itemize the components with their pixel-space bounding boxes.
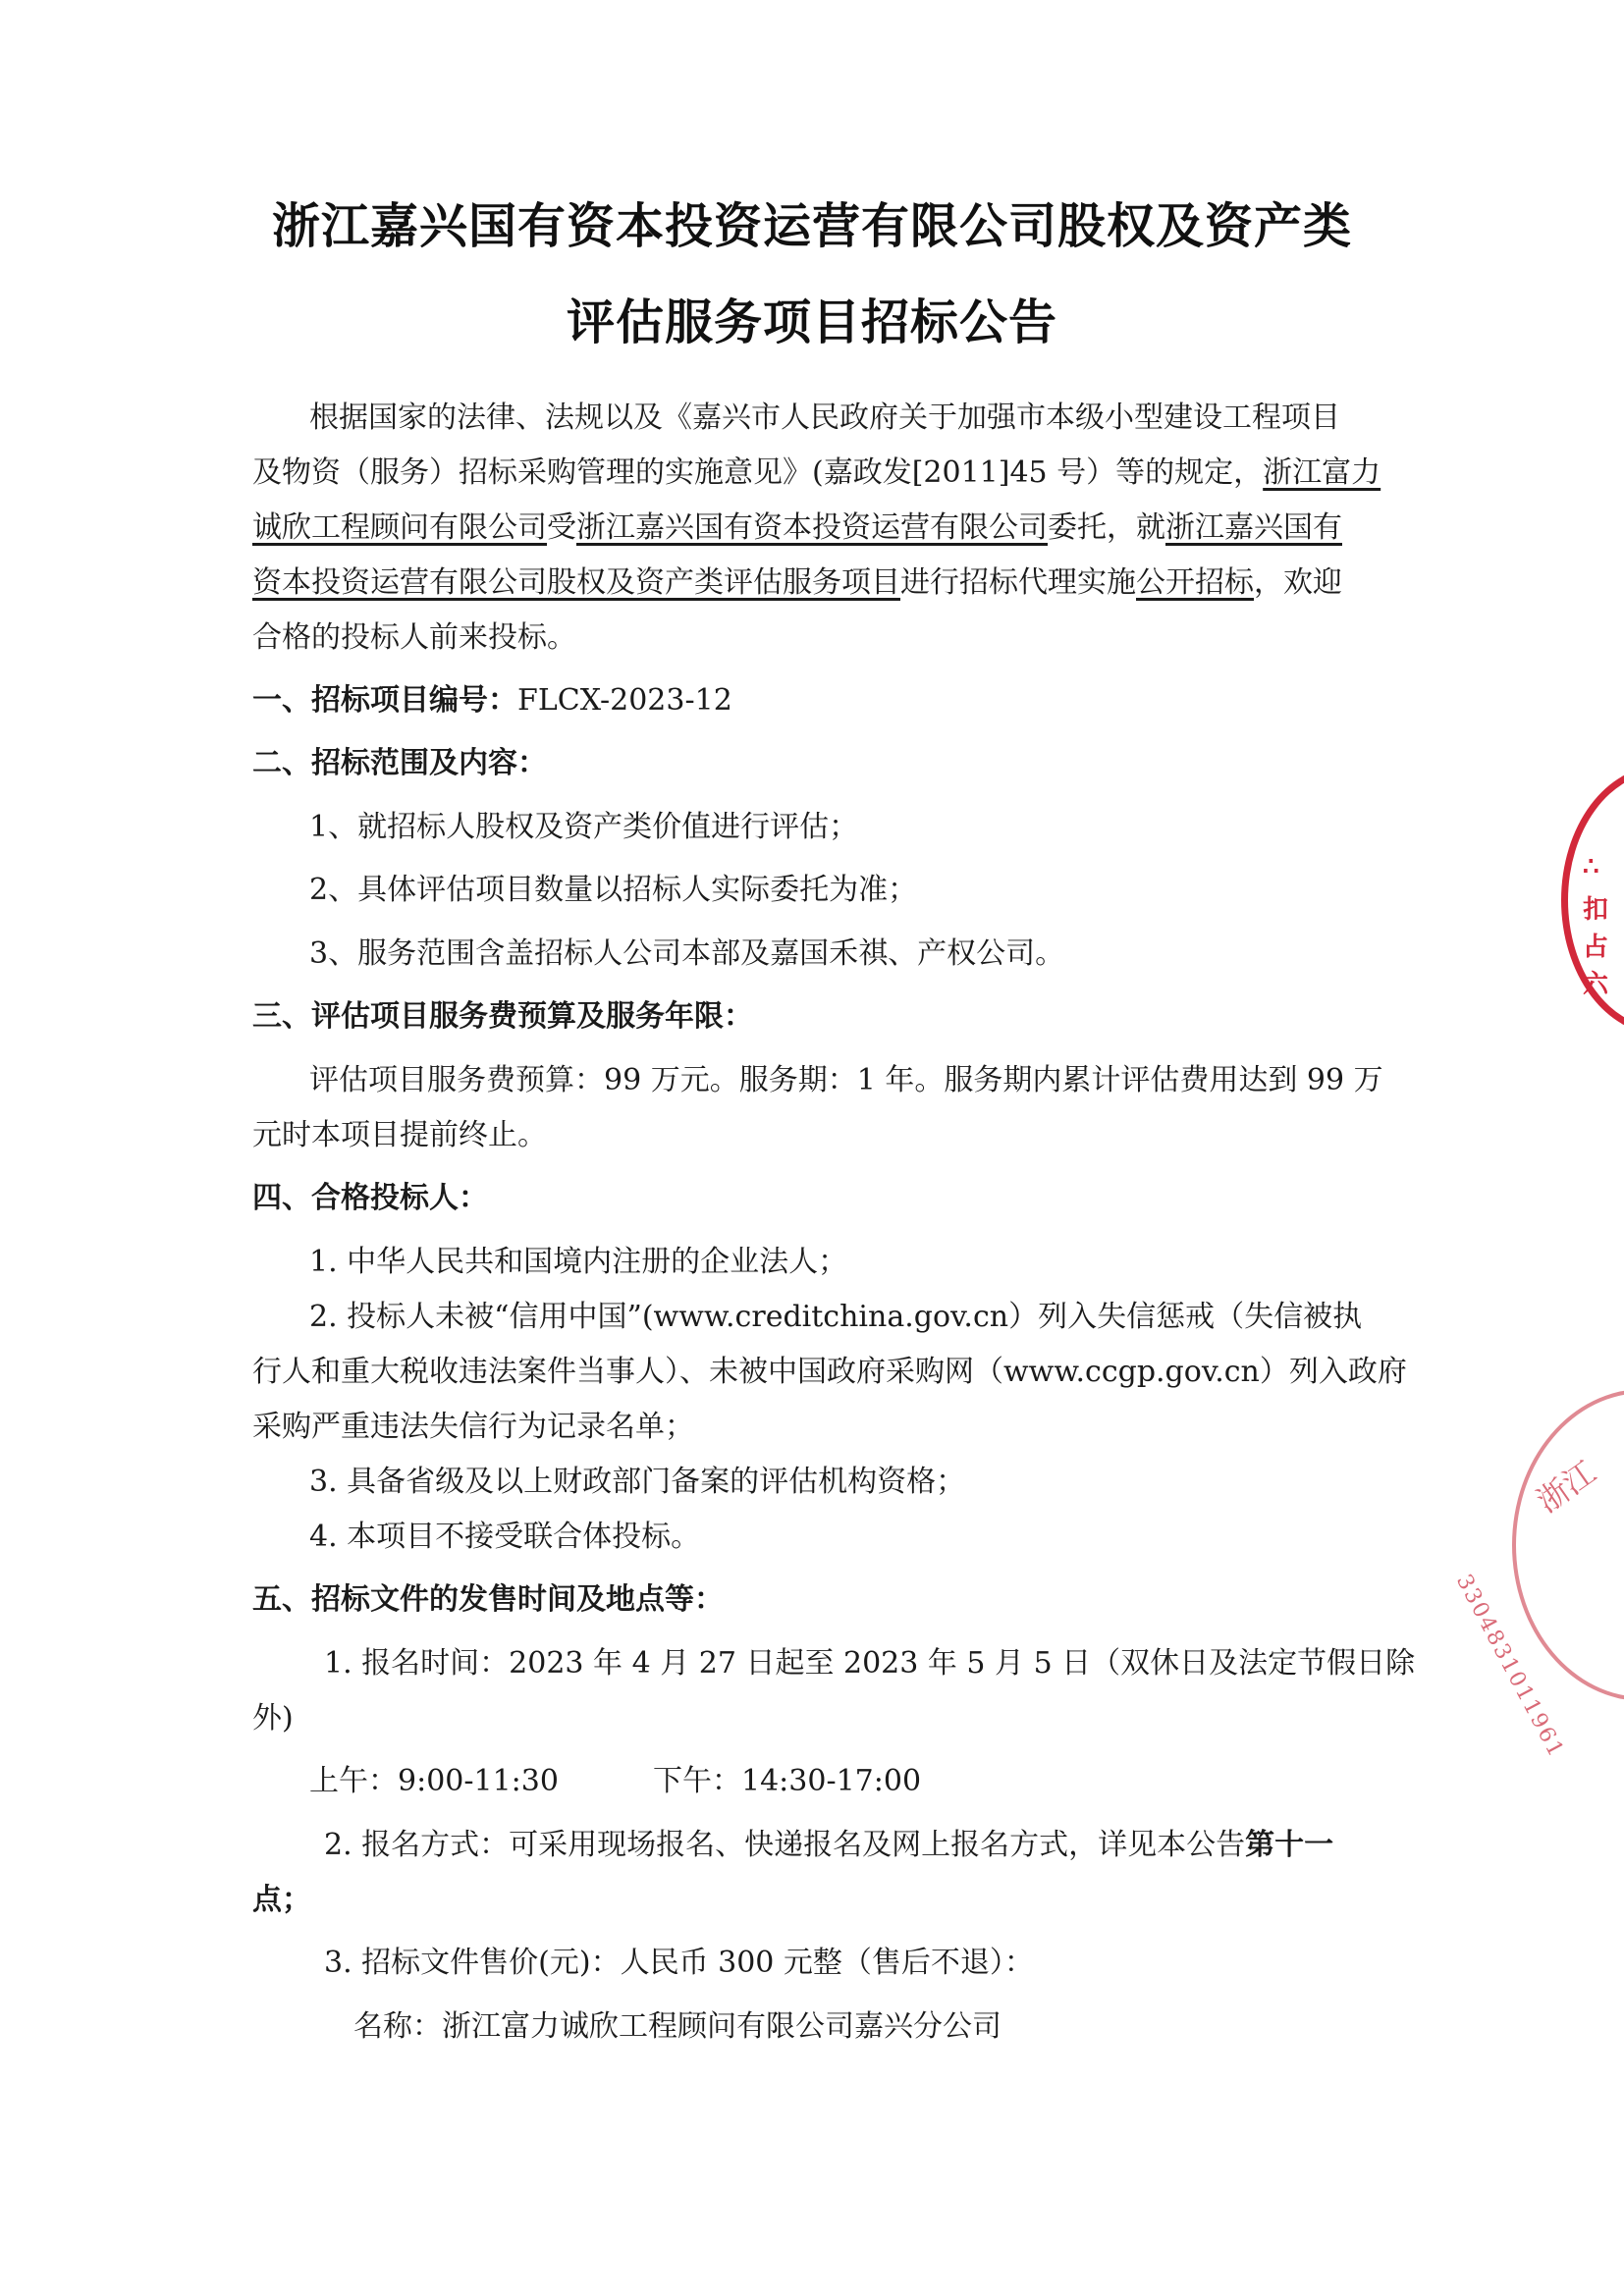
section-4-item-2b: 行人和重大税收违法案件当事人）、未被中国政府采购网（www.ccgp.gov.cn）列入政府: [252, 1355, 1407, 1389]
seal-1-char: 六: [1583, 970, 1609, 999]
seal-2-code: 3304831011961: [1450, 1571, 1569, 1763]
section-3-line-1: 评估项目服务费预算：99 万元。服务期：1 年。服务期内累计评估费用达到 99 万: [309, 1063, 1383, 1097]
section-4-item-2a: 2. 投标人未被“信用中国”(www.creditchina.gov.cn）列入失信惩戒（失信被执: [309, 1300, 1363, 1334]
section-reference: 第十一: [1245, 1828, 1334, 1862]
intro-text: 进行招标代理实施: [900, 565, 1136, 600]
section-1: [252, 681, 732, 721]
title-line-1: 浙江嘉兴国有资本投资运营有限公司股权及资产类: [271, 198, 1352, 254]
intro-line-4: [252, 563, 1342, 603]
intro-line-3: [252, 508, 1342, 548]
project-name-part1: 浙江嘉兴国有: [1165, 510, 1342, 545]
intro-text: 及物资（服务）招标采购管理的实施意见》(嘉政发[2011]45 号）等的规定，: [252, 455, 1264, 490]
section-4-heading: 四、合格投标人：: [252, 1181, 488, 1215]
registration-method: 2. 报名方式：可采用现场报名、快递报名及网上报名方式，详见本公告: [324, 1828, 1246, 1862]
seal-1-char: 占: [1583, 933, 1609, 962]
section-4-item-3: 3. 具备省级及以上财政部门备案的评估机构资格；: [309, 1465, 966, 1499]
section-1-heading: 一、招标项目编号：: [252, 683, 517, 718]
intro-text: 受: [547, 510, 576, 545]
intro-line-5: 合格的投标人前来投标。: [252, 620, 576, 655]
seal-2-text: 浙江: [1530, 1453, 1603, 1521]
section-5-item-1b: 外): [252, 1701, 294, 1735]
section-2-item-1: 1、就招标人股权及资产类价值进行评估；: [309, 810, 859, 844]
section-2-item-2: 2、具体评估项目数量以招标人实际委托为准；: [309, 873, 918, 907]
project-number: FLCX-2023-12: [517, 683, 732, 718]
project-name-part2: 资本投资运营有限公司股权及资产类评估服务项目: [252, 565, 900, 600]
intro-line-2: [252, 454, 1380, 493]
afternoon-hours: 下午：14:30-17:00: [653, 1764, 922, 1798]
section-5-heading: 五、招标文件的发售时间及地点等：: [252, 1582, 724, 1617]
agency-name-part1: 浙江富力: [1263, 455, 1381, 490]
morning-hours: 上午：9:00-11:30: [309, 1764, 559, 1798]
section-4-item-4: 4. 本项目不接受联合体投标。: [309, 1520, 701, 1554]
intro-text: 委托，就: [1048, 510, 1165, 545]
seal-1-char: ∴: [1583, 852, 1599, 881]
agency-name-part2: 诚欣工程顾问有限公司: [252, 510, 547, 545]
section-4-item-2c: 采购严重违法失信行为记录名单；: [252, 1410, 694, 1444]
client-name: 浙江嘉兴国有资本投资运营有限公司: [576, 510, 1048, 545]
intro-line-1: 根据国家的法律、法规以及《嘉兴市人民政府关于加强市本级小型建设工程项目: [309, 400, 1340, 435]
section-3-line-2: 元时本项目提前终止。: [252, 1118, 547, 1152]
tender-method: 公开招标: [1136, 565, 1254, 600]
official-seal-2: [1512, 1389, 1624, 1701]
section-4-item-1: 1. 中华人民共和国境内注册的企业法人；: [309, 1245, 848, 1279]
intro-text: ，欢迎: [1254, 565, 1342, 600]
section-5-item-3: 3. 招标文件售价(元)：人民币 300 元整（售后不退）：: [324, 1946, 1034, 1980]
title-line-2: 评估服务项目招标公告: [566, 294, 1057, 350]
section-2-heading: 二、招标范围及内容：: [252, 746, 547, 780]
section-5-item-2b: 点；: [252, 1883, 311, 1917]
section-5-item-2a: [324, 1826, 1333, 1865]
section-5-item-1a: 1. 报名时间：2023 年 4 月 27 日起至 2023 年 5 月 5 日（双休日及法定节假日除: [324, 1646, 1416, 1681]
seal-1-char: 扣: [1583, 895, 1609, 925]
section-2-item-3: 3、服务范围含盖招标人公司本部及嘉国禾祺、产权公司。: [309, 936, 1065, 971]
section-3-heading: 三、评估项目服务费预算及服务年限：: [252, 999, 753, 1034]
payee-name: 名称：浙江富力诚欣工程顾问有限公司嘉兴分公司: [353, 2009, 1001, 2044]
